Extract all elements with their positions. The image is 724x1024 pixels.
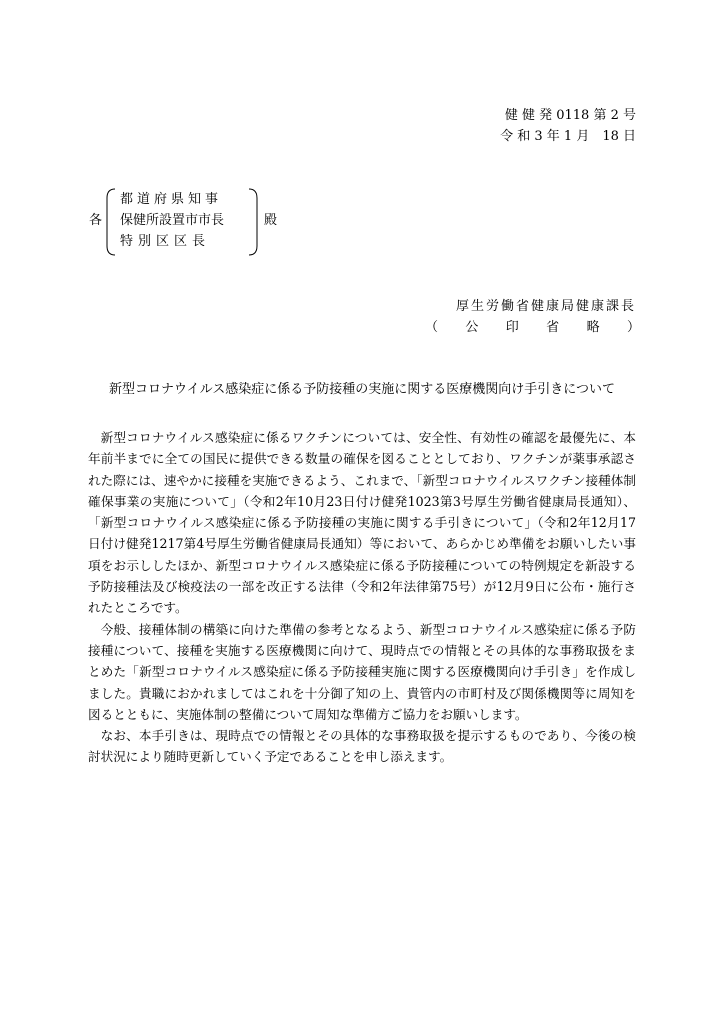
seal-note-char: 印 bbox=[505, 320, 519, 335]
document-number: 健 健 発 0118 第 2 号 bbox=[504, 108, 636, 123]
recipient-prefectural-governor: 都道府県知事 bbox=[120, 192, 223, 207]
seal-note-char: 省 bbox=[546, 320, 560, 335]
recipient-prefix: 各 bbox=[89, 213, 103, 228]
seal-note-char: （ bbox=[425, 320, 439, 335]
body-paragraph: 新型コロナウイルス感染症に係るワクチンについては、安全性、有効性の確認を最優先に、本年前半までに全ての国民に提供できる数量の確保を図ることとしており、ワクチンが薬事承認された際には、速やかに接種を実施できるよう、これまで、「新型コロナウイルスワクチン接種体制確保事業の実施について」（令和2年10月23日付け健発1023第3号厚生労働省健康局長通知）、「新型コロナウイルス感染症に係る予防接種の実施に関する手引きについて」（令和2年12月17日付け健発1217第4号厚生労働省健康局長通知）等において、あらかじめ準備をお願いしたい事項をお示ししたほか、新型コロナウイルス感染症に係る予防接種についての特例規定を新設する予防接種法及び検疫法の一部を改正する法律（令和2年法律第75号）が12月9日に公布・施行されたところです。 bbox=[88, 430, 636, 616]
recipient-health-center-city-mayor: 保健所設置市市長 bbox=[120, 213, 225, 228]
subject-title: 新型コロナウイルス感染症に係る予防接種の実施に関する医療機関向け手引きについて bbox=[109, 382, 615, 397]
body-paragraph: なお、本手引きは、現時点での情報とその具体的な事務取扱を提示するものであり、今後の検討状況により随時更新していく予定であることを申し添えます。 bbox=[88, 728, 636, 765]
body-paragraph: 今般、接種体制の構築に向けた準備の参考となるよう、新型コロナウイルス感染症に係る予防接種について、接種を実施する医療機関に向けて、現時点での情報とその具体的な事務取扱をまとめた「新型コロナウイルス感染症に係る予防接種実施に関する医療機関向け手引き」を作成しました。貴職におかれましてはこれを十分御了知の上、貴管内の市町村及び関係機関等に周知を図るとともに、実施体制の整備について周知な準備方ご協力をお願いします。 bbox=[88, 621, 636, 722]
body-text bbox=[88, 427, 636, 768]
seal-note-char: 略 bbox=[586, 320, 600, 335]
left-bracket bbox=[106, 188, 116, 256]
recipient-special-ward-mayor: 特別区区長 bbox=[120, 234, 211, 249]
issuer: 厚生労働省健康局健康課長 bbox=[455, 299, 636, 314]
seal-note-char: 公 bbox=[465, 320, 479, 335]
right-bracket bbox=[248, 188, 258, 256]
recipient-block bbox=[106, 188, 258, 256]
seal-omitted-note bbox=[425, 319, 640, 337]
recipient-suffix: 殿 bbox=[264, 213, 278, 228]
seal-note-char: ） bbox=[626, 320, 640, 335]
document-date: 令 和 3 年 1 月 18 日 bbox=[500, 129, 636, 144]
